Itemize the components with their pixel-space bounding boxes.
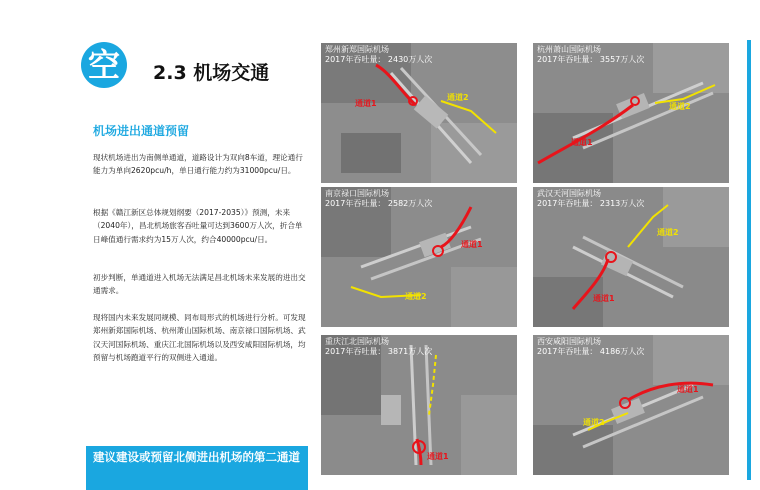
section-title: 2.3 机场交通 — [153, 62, 270, 84]
paragraph-judgement: 初步判断，单通道进入机场无法满足昌北机场未来发展的进出交通需求。 — [93, 273, 306, 296]
airport-passengers: 2017年吞吐量： 2313万人次 — [537, 199, 645, 208]
route1-label: 通道1 — [355, 99, 377, 108]
route1-label: 通道1 — [461, 240, 483, 249]
airport-name: 西安咸阳国际机场 — [537, 337, 601, 346]
airport-panel-nanjing — [321, 187, 517, 327]
airport-passengers: 2017年吞吐量： 2582万人次 — [325, 199, 433, 208]
airport-passengers: 2017年吞吐量： 4186万人次 — [537, 347, 645, 356]
airport-panel-xian — [533, 335, 729, 475]
sub-title: 机场进出通道预留 — [93, 124, 190, 138]
route1-label: 通道1 — [571, 138, 593, 147]
route1-label: 通道1 — [427, 452, 449, 461]
paragraph-comparison: 现将国内未来发展同规模、同布局形式的机场进行分析。可发现郑州新郑国际机场、杭州萧山国际机场、南京禄口国际机场、武汉天河国际机场、重庆江北国际机场以及西安咸阳国际机场，均预留与机场跑道平行的双侧进入通道。 — [93, 313, 306, 363]
route2-label: 通道2 — [657, 228, 679, 237]
airport-panel-hangzhou — [533, 43, 729, 183]
route2-label: 通道2 — [583, 418, 605, 427]
recommendation-banner — [86, 446, 308, 490]
airport-name: 武汉天河国际机场 — [537, 189, 601, 198]
airport-passengers: 2017年吞吐量： 2430万人次 — [325, 55, 433, 64]
route2-label: 通道2 — [669, 102, 691, 111]
airport-name: 重庆江北国际机场 — [325, 337, 389, 346]
route2-label: 通道2 — [447, 93, 469, 102]
route1-label: 通道1 — [677, 385, 699, 394]
airport-panel-wuhan — [533, 187, 729, 327]
edge-accent-bar — [747, 40, 751, 480]
airport-name: 南京禄口国际机场 — [325, 189, 389, 198]
recommendation-text: 建议建设或预留北侧进出机场的第二通道 — [93, 450, 300, 464]
route2-label: 通道2 — [405, 292, 427, 301]
airport-name: 杭州萧山国际机场 — [537, 45, 601, 54]
airport-panel-chongqing — [321, 335, 517, 475]
section-badge: 空 — [81, 42, 127, 88]
paragraph-forecast: 根据《赣江新区总体规划纲要（2017-2035）》预测，未来（2040年），昌北机场旅客吞吐量可达到3600万人次，折合单日峰值通行需求约为15万人次，约合40000pcu/日。 — [93, 208, 303, 244]
airport-panel-zhengzhou — [321, 43, 517, 183]
airport-passengers: 2017年吞吐量： 3871万人次 — [325, 347, 433, 356]
paragraph-current-capacity: 现状机场进出为南侧单通道，道路设计为双向8车道，理论通行能力为单向2620pcu/h，单日通行能力约为31000pcu/日。 — [93, 153, 303, 176]
airport-passengers: 2017年吞吐量： 3557万人次 — [537, 55, 645, 64]
route1-label: 通道1 — [593, 294, 615, 303]
airport-name: 郑州新郑国际机场 — [325, 45, 389, 54]
